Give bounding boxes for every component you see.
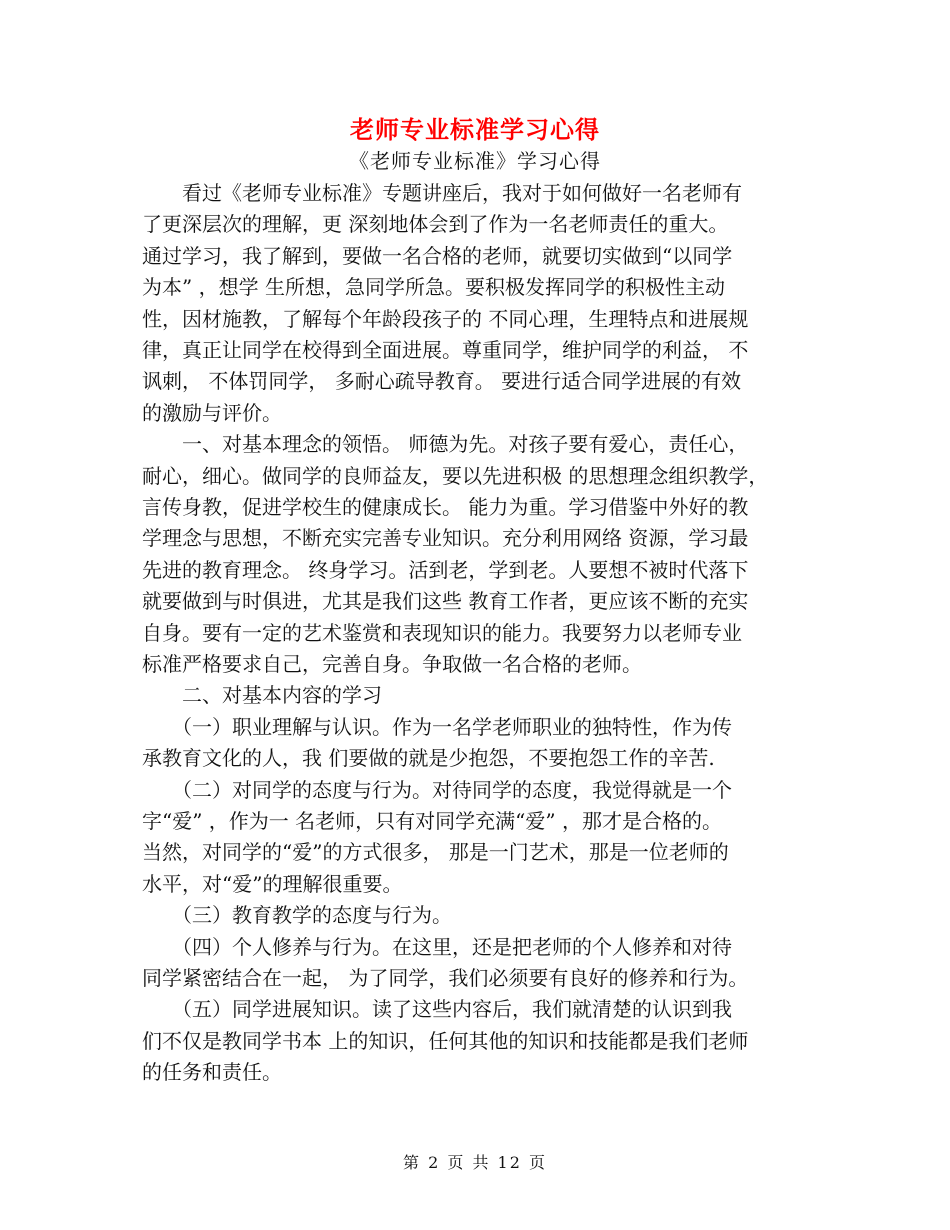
body-text-line: 学理念与思想，不断充实完善专业知识。充分利用网络 资源，学习最 xyxy=(142,526,749,551)
body-text-line: 的激励与评价。 xyxy=(142,400,282,425)
body-text-line: （三）教育教学的态度与行为。 xyxy=(142,903,452,928)
body-text-line: 们不仅是教同学书本 上的知识，任何其他的知识和技能都是我们老师 xyxy=(142,1028,749,1053)
body-text-line: （一）职业理解与认识。作为一名学老师职业的独特性，作为传 xyxy=(142,714,732,739)
body-text-line: （二）对同学的态度与行为。对待同学的态度，我觉得就是一个 xyxy=(142,777,732,802)
body-text-line: 言传身教，促进学校生的健康成长。 能力为重。学习借鉴中外好的教 xyxy=(142,495,749,519)
page-footer: 第 2 页 共 12 页 xyxy=(403,1153,547,1172)
body-text-line: （五）同学进展知识。读了这些内容后，我们就清楚的认识到我 xyxy=(142,997,732,1022)
body-text-line: 字“爱” ，作为一 名老师，只有对同学充满“爱” ，那才是合格的。 xyxy=(142,809,722,833)
body-text-line: （四）个人修养与行为。在这里，还是把老师的个人修养和对待 xyxy=(142,934,732,959)
body-text-line: 性，因材施教，了解每个年龄段孩子的 不同心理，生理特点和进展规 xyxy=(142,306,749,331)
body-text-line: 就要做到与时俱进，尤其是我们这些 教育工作者，更应该不断的充实 xyxy=(142,589,749,614)
body-text-line: 标准严格要求自己，完善自身。争取做一名合格的老师。 xyxy=(142,652,642,676)
body-text-line: 讽刺， 不体罚同学， 多耐心疏导教育。 要进行适合同学进展的有效 xyxy=(142,369,742,394)
body-text-line: 先进的教育理念。 终身学习。活到老，学到老。人要想不被时代落下 xyxy=(142,557,749,582)
body-text-line: 耐心，细心。做同学的良师益友，要以先进积极 的思想理念组织教学， xyxy=(142,463,769,488)
body-text-line: 了更深层次的理解，更 深刻地体会到了作为一名老师责任的重大。 xyxy=(142,212,729,237)
body-text-line: 为本” ，想学 生所想，急同学所急。要积极发挥同学的积极性主动 xyxy=(142,275,725,300)
body-text-line: 二、对基本内容的学习 xyxy=(142,683,382,708)
body-text-line: 当然，对同学的“爱”的方式很多， 那是一门艺术，那是一位老师的 xyxy=(142,840,729,865)
document-title: 老师专业标准学习心得 xyxy=(350,115,600,144)
document-subtitle: 《老师专业标准》学习心得 xyxy=(349,149,601,173)
body-text-line: 的任务和责任。 xyxy=(142,1060,282,1085)
body-text-line: 同学紧密结合在一起， 为了同学，我们必须要有良好的修养和行为。 xyxy=(142,966,749,990)
body-text-line: 自身。要有一定的艺术鉴赏和表现知识的能力。我要努力以老师专业 xyxy=(142,620,742,645)
body-text-line: 律，真正让同学在校得到全面进展。尊重同学，维护同学的利益， 不 xyxy=(142,338,749,362)
body-text-line: 一、对基本理念的领悟。 师德为先。对孩子要有爱心，责任心， xyxy=(142,432,749,457)
body-text-line: 看过《老师专业标准》专题讲座后，我对于如何做好一名老师有 xyxy=(142,181,742,205)
body-text-line: 承教育文化的人，我 们要做的就是少抱怨，不要抱怨工作的辛苦. xyxy=(142,746,715,771)
body-text-line: 通过学习，我了解到，要做一名合格的老师，就要切实做到“以同学 xyxy=(142,243,733,268)
body-text-line: 水平，对“爱”的理解很重要。 xyxy=(142,871,403,896)
